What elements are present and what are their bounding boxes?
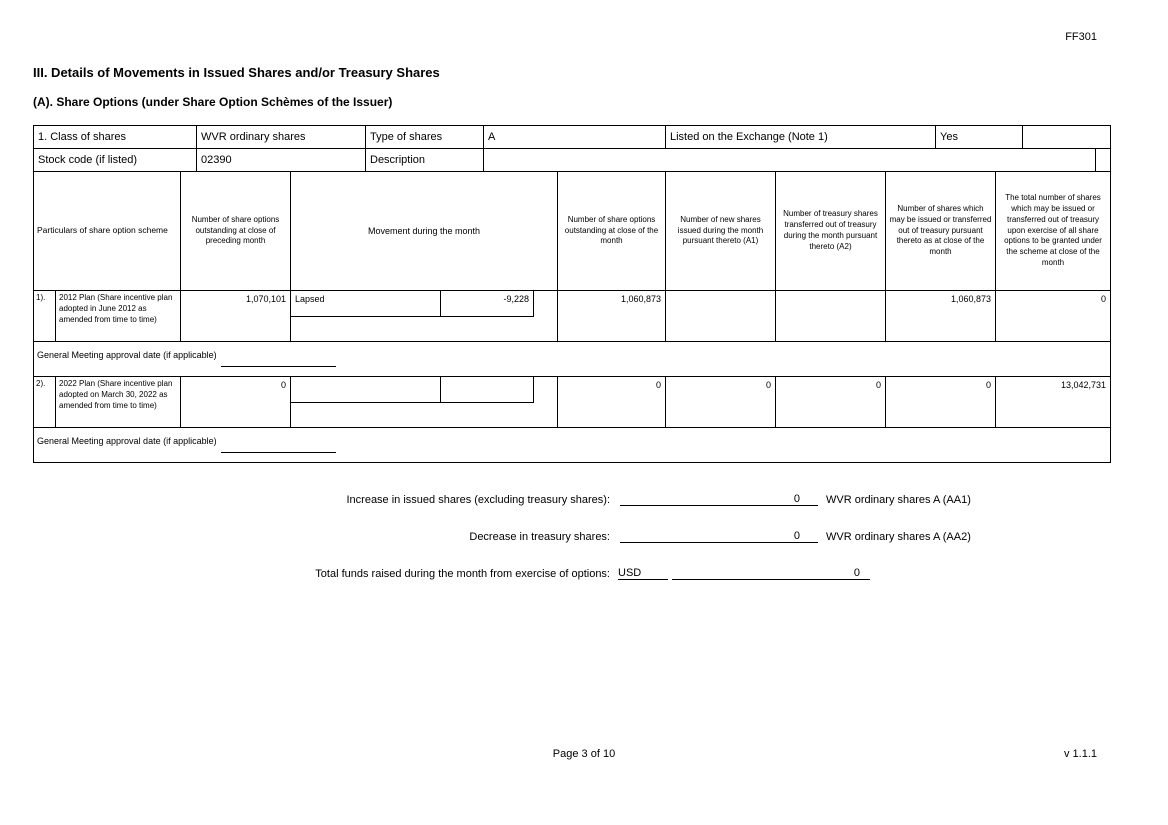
approval-row-1	[34, 342, 1111, 377]
header-new-shares-issued: Number of new shares issued during the month pursuant thereto (A1)	[666, 172, 776, 291]
approval-note: General Meeting approval date (if applicable)	[37, 350, 217, 360]
movement-box	[291, 377, 557, 403]
funds-value: 0	[853, 567, 860, 579]
may-be-issued-value: 1,060,873	[886, 291, 996, 342]
version-label: v 1.1.1	[1063, 748, 1097, 760]
header-particulars: Particulars of share option scheme	[34, 172, 181, 291]
approval-date-blank	[221, 366, 336, 367]
particulars-cell	[34, 291, 181, 342]
scheme-row-2022-plan	[34, 377, 1111, 428]
outstanding-close-value: 1,060,873	[558, 291, 666, 342]
class-of-shares-value: WVR ordinary shares	[197, 126, 366, 149]
total-may-be-issued-value: 13,042,731	[996, 377, 1111, 428]
type-of-shares-value: A	[484, 126, 666, 149]
increase-value-line	[620, 493, 818, 506]
funds-currency: USD	[618, 567, 668, 580]
funds-label: Total funds raised during the month from exercise of options:	[315, 568, 610, 580]
section-title: III. Details of Movements in Issued Shares and/or Treasury Shares	[33, 65, 440, 80]
movement-box	[291, 291, 557, 317]
header-outstanding-close: Number of share options outstanding at close of the month	[558, 172, 666, 291]
increase-value: 0	[793, 493, 800, 505]
scheme-row-2012-plan	[34, 291, 1111, 342]
increase-label: Increase in issued shares (excluding treasury shares):	[346, 494, 610, 506]
description-label: Description	[366, 149, 484, 172]
treasury-transferred-value	[776, 291, 886, 342]
approval-cell	[34, 428, 1111, 463]
header-may-be-issued: Number of shares which may be issued or transferred out of treasury pursuant thereto as at close of the month	[886, 172, 996, 291]
header-movement: Movement during the month	[291, 172, 558, 291]
decrease-row	[33, 527, 1143, 543]
header-total-may-be-issued: The total number of shares which may be issued or transferred out of treasury upon exercise of all share options to be granted under the scheme at close of the month	[996, 172, 1111, 291]
outstanding-preceding-value: 0	[181, 377, 291, 428]
decrease-label: Decrease in treasury shares:	[469, 531, 610, 543]
stock-code-value: 02390	[197, 149, 366, 172]
movement-cell	[291, 377, 558, 428]
movement-value: -9,228	[441, 291, 534, 317]
new-shares-issued-value	[666, 291, 776, 342]
header-outstanding-preceding: Number of share options outstanding at close of preceding month	[181, 172, 291, 291]
total-may-be-issued-value: 0	[996, 291, 1111, 342]
movement-value	[441, 377, 534, 403]
listed-on-exchange-value: Yes	[936, 126, 1023, 149]
outstanding-close-value: 0	[558, 377, 666, 428]
approval-row-2	[34, 428, 1111, 463]
share-options-table	[33, 125, 1111, 463]
scheme-description: 2022 Plan (Share incentive plan adopted on March 30, 2022 as amended from time to time)	[59, 379, 173, 410]
info-row-class	[34, 126, 1111, 149]
treasury-transferred-value: 0	[776, 377, 886, 428]
approval-date-blank	[221, 452, 336, 453]
row-index: 1).	[34, 291, 56, 341]
movement-type	[291, 377, 441, 403]
type-of-shares-label: Type of shares	[366, 126, 484, 149]
class-of-shares-label: 1. Class of shares	[34, 126, 197, 149]
increase-unit: WVR ordinary shares A (AA1)	[826, 494, 971, 506]
approval-cell	[34, 342, 1111, 377]
listed-on-exchange-label: Listed on the Exchange (Note 1)	[666, 126, 936, 149]
row-index: 2).	[34, 377, 56, 427]
subsection-title: (A). Share Options (under Share Option Schèmes of the Issuer)	[33, 95, 393, 109]
decrease-unit: WVR ordinary shares A (AA2)	[826, 531, 971, 543]
new-shares-issued-value: 0	[666, 377, 776, 428]
may-be-issued-value: 0	[886, 377, 996, 428]
movement-type: Lapsed	[291, 291, 441, 317]
outstanding-preceding-value: 1,070,101	[181, 291, 291, 342]
page-number: Page 3 of 10	[552, 748, 616, 760]
description-value	[484, 149, 1096, 172]
increase-row	[33, 490, 1143, 506]
scheme-description: 2012 Plan (Share incentive plan adopted in June 2012 as amended from time to time)	[59, 293, 173, 324]
info-row2-empty-cell	[1096, 149, 1111, 172]
approval-note: General Meeting approval date (if applicable)	[37, 436, 217, 446]
summary-section	[33, 490, 1143, 601]
movement-cell	[291, 291, 558, 342]
decrease-value-line	[620, 530, 818, 543]
info-row-stock-code	[34, 149, 1111, 172]
info-row1-empty-cell	[1023, 126, 1111, 149]
funds-value-line	[672, 567, 870, 580]
stock-code-label: Stock code (if listed)	[34, 149, 197, 172]
particulars-cell	[34, 377, 181, 428]
header-treasury-transferred: Number of treasury shares transferred out of treasury during the month pursuant thereto (A2)	[776, 172, 886, 291]
decrease-value: 0	[793, 530, 800, 542]
funds-row	[33, 564, 1143, 580]
form-code: FF301	[1065, 31, 1097, 43]
options-table-header-row	[34, 172, 1111, 291]
